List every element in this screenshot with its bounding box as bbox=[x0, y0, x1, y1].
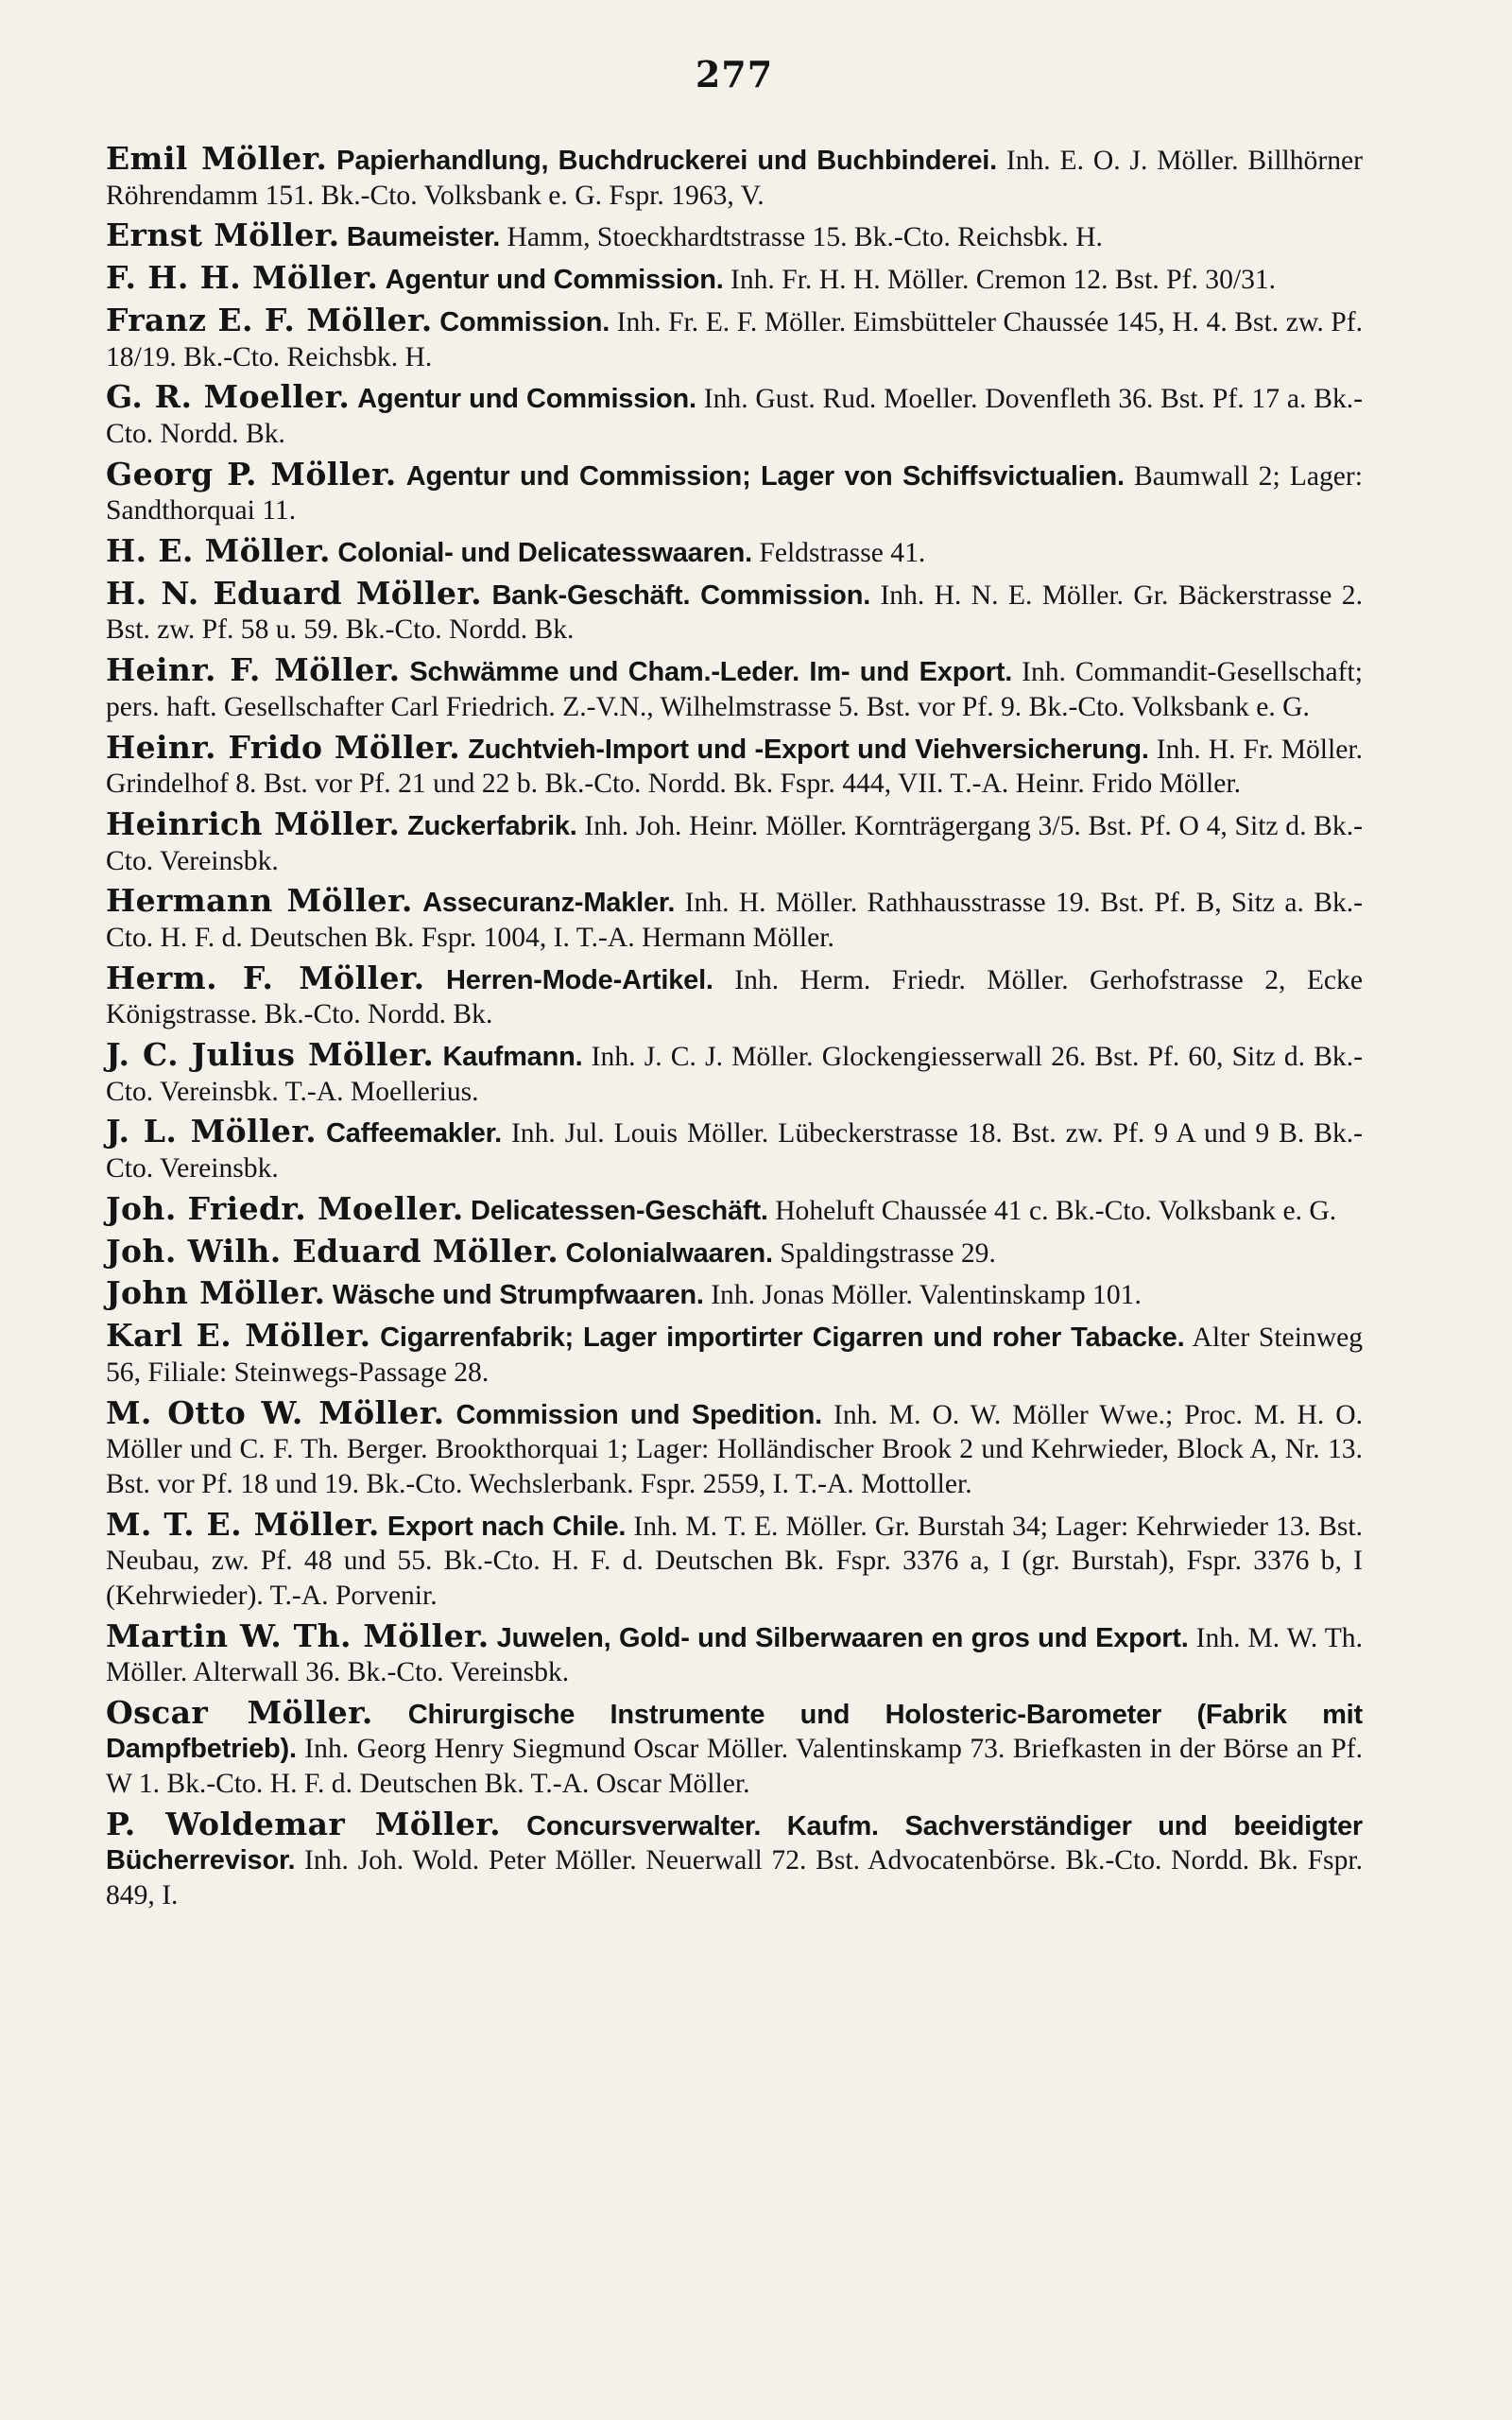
entry-business: Schwämme und Cham.-Leder. Im- und Export. bbox=[409, 657, 1013, 688]
directory-entry bbox=[106, 142, 1363, 213]
entry-business: Zuchtvieh-Import und -Export und Viehversicherung. bbox=[468, 734, 1149, 765]
entry-business: Assecuranz-Makler. bbox=[422, 888, 676, 919]
directory-entry bbox=[106, 534, 1363, 571]
entry-details: Alter Steinweg 56, Filiale: Steinwegs-Passage 28. bbox=[106, 1322, 1364, 1388]
entry-details: Inh. Jonas Möller. Valentinskamp 101. bbox=[711, 1280, 1142, 1311]
entry-details: Inh. M. T. E. Möller. Gr. Burstah 34; Lager: Kehrwieder 13. Bst. Neubau, zw. Pf. 48 und 55. Bk.-Cto. H. F. d. Deutschen Bk. Fspr. 3376 a, I (gr. Burstah), Fspr. 3376 b, I (Kehrwieder). T.-A. Porvenir. bbox=[106, 1511, 1364, 1611]
directory-entry bbox=[106, 1807, 1363, 1913]
directory-entry bbox=[106, 804, 1363, 878]
directory-entry bbox=[106, 1189, 1363, 1229]
directory-entry bbox=[106, 1505, 1364, 1614]
entry-details: Inh. E. O. J. Möller. Billhörner Röhrendamm 151. Bk.-Cto. Volksbank e. G. Fspr. 1963, V. bbox=[106, 146, 1363, 211]
entry-details: Inh. Commandit-Gesellschaft; pers. haft. Gesellschafter Carl Friedrich. Z.-V.N., Wilhelmstrasse 5. Bst. vor Pf. 9. Bk.-Cto. Volksbank e. G. bbox=[106, 657, 1363, 722]
entry-details: Inh. Fr. E. F. Möller. Eimsbütteler Chaussée 145, H. 4. Bst. zw. Pf. 18/19. Bk.-Cto. Reichsbk. H. bbox=[106, 306, 1364, 372]
entry-name: Herm. F. Möller. bbox=[106, 959, 425, 996]
entry-name: Oscar Möller. bbox=[106, 1693, 373, 1731]
entry-business: Bank-Geschäft. Commission. bbox=[491, 579, 871, 611]
directory-entry bbox=[106, 303, 1363, 374]
entry-name: Heinrich Möller. bbox=[106, 804, 401, 842]
directory-entry bbox=[106, 1038, 1363, 1109]
entry-name: H. N. Eduard Möller. bbox=[106, 574, 483, 612]
entry-business: Commission. bbox=[439, 306, 610, 337]
entry-details: Inh. Herm. Friedr. Möller. Gerhofstrasse 2, Ecke Königstrasse. Bk.-Cto. Nordd. Bk. bbox=[106, 964, 1363, 1030]
directory-entry bbox=[106, 961, 1363, 1032]
entry-business: Colonialwaaren. bbox=[565, 1237, 773, 1269]
entry-details: Hoheluft Chaussée 41 c. Bk.-Cto. Volksbank e. G. bbox=[775, 1195, 1337, 1226]
entry-business: Agentur und Commission. bbox=[357, 384, 696, 415]
entry-details: Inh. M. O. W. Möller Wwe.; Proc. M. H. O. Möller und C. F. Th. Berger. Brookthorquai 1; Lager: Holländischer Brook 2 und Kehrwieder, Block A, Nr. 13. Bst. vor Pf. 18 und 19. Bk.-Cto. Wechslerbank. Fspr. 2559, I. T.-A. Mottoller. bbox=[106, 1399, 1364, 1499]
entry-name: J. C. Julius Möller. bbox=[106, 1036, 435, 1074]
directory-entry bbox=[106, 1393, 1364, 1502]
directory-entry bbox=[106, 455, 1363, 528]
entry-details: Inh. Joh. Heinr. Möller. Kornträgergang 3/5. Bst. Pf. O 4, Sitz d. Bk.-Cto. Vereinsbk. bbox=[106, 810, 1363, 876]
entry-name: P. Woldemar Möller. bbox=[106, 1805, 502, 1842]
directory-entry bbox=[106, 1616, 1363, 1690]
directory-entry bbox=[106, 1115, 1363, 1185]
entry-details: Feldstrasse 41. bbox=[759, 538, 926, 569]
entry-business: Colonial- und Delicatesswaaren. bbox=[337, 538, 752, 569]
entry-name: John Möller. bbox=[106, 1274, 326, 1312]
entry-business: Export nach Chile. bbox=[387, 1511, 627, 1542]
entry-details: Inh. Georg Henry Siegmund Oscar Möller. Valentinskamp 73. Briefkasten in der Börse an Pf. W 1. Bk.-Cto. H. F. d. Deutschen Bk. T.-A. Oscar Möller. bbox=[106, 1734, 1363, 1800]
entry-business: Kaufmann. bbox=[442, 1042, 583, 1073]
entry-name: F. H. H. Möller. bbox=[106, 259, 379, 297]
entry-details: Inh. Joh. Wold. Peter Möller. Neuerwall 72. Bst. Advocatenbörse. Bk.-Cto. Nordd. Bk. Fspr. 849, I. bbox=[106, 1845, 1363, 1911]
entry-name: Franz E. F. Möller. bbox=[106, 301, 433, 338]
entry-name: H. E. Möller. bbox=[106, 532, 331, 570]
entry-name: Emil Möller. bbox=[106, 140, 328, 177]
entry-name: M. Otto W. Möller. bbox=[106, 1393, 445, 1431]
entry-business: Chirurgische Instrumente und Holosteric-Barometer (Fabrik mit Dampfbetrieb). bbox=[106, 1699, 1363, 1765]
entry-details: Inh. H. N. E. Möller. Gr. Bäckerstrasse 2. Bst. zw. Pf. 58 u. 59. Bk.-Cto. Nordd. Bk. bbox=[106, 579, 1363, 646]
page-number: 277 bbox=[695, 53, 774, 95]
entry-business: Baumeister. bbox=[346, 222, 501, 253]
entry-name: Heinr. F. Möller. bbox=[106, 651, 401, 689]
entry-business: Juwelen, Gold- und Silberwaaren en gros und Export. bbox=[496, 1622, 1189, 1653]
directory-entry bbox=[106, 1319, 1363, 1390]
entry-details: Inh. M. W. Th. Möller. Alterwall 36. Bk.-Cto. Vereinsbk. bbox=[106, 1622, 1363, 1688]
entry-business: Papierhandlung, Buchdruckerei und Buchbinderei. bbox=[336, 146, 998, 176]
entry-business: Commission und Spedition. bbox=[455, 1399, 823, 1430]
entry-business: Cigarrenfabrik; Lager importirter Cigarren und roher Tabacke. bbox=[380, 1322, 1185, 1354]
entry-details: Spaldingstrasse 29. bbox=[780, 1237, 996, 1269]
entry-details: Baumwall 2; Lager: Sandthorquai 11. bbox=[106, 460, 1363, 527]
entry-name: Hermann Möller. bbox=[106, 882, 413, 920]
directory-entry bbox=[106, 218, 1363, 255]
entry-name: Joh. Wilh. Eduard Möller. bbox=[106, 1232, 559, 1270]
entry-name: Heinr. Frido Möller. bbox=[106, 728, 461, 766]
directory-entry bbox=[106, 884, 1363, 955]
entry-business: Zuckerfabrik. bbox=[407, 810, 577, 841]
entry-name: Karl E. Möller. bbox=[106, 1317, 371, 1355]
entry-business: Concursverwalter. Kaufm. Sachverständiger und beeidigter Bücherrevisor. bbox=[106, 1810, 1363, 1876]
entry-name: G. R. Moeller. bbox=[106, 378, 351, 416]
directory-entry bbox=[106, 261, 1363, 298]
entry-details: Inh. Jul. Louis Möller. Lübeckerstrasse 18. Bst. zw. Pf. 9 A und 9 B. Bk.-Cto. Vereinsbk. bbox=[106, 1118, 1363, 1184]
entry-business: Agentur und Commission. bbox=[385, 265, 724, 296]
entry-name: Georg P. Möller. bbox=[106, 455, 397, 493]
entry-name: J. L. Möller. bbox=[106, 1113, 317, 1150]
entry-details: Inh. J. C. J. Möller. Glockengiesserwall 26. Bst. Pf. 60, Sitz d. Bk.-Cto. Vereinsbk. T.-A. Moellerius. bbox=[106, 1042, 1363, 1107]
entry-details: Hamm, Stoeckhardtstrasse 15. Bk.-Cto. Reichsbk. H. bbox=[507, 222, 1103, 253]
entry-name: Martin W. Th. Möller. bbox=[106, 1616, 490, 1654]
entry-business: Delicatessen-Geschäft. bbox=[471, 1195, 768, 1226]
entry-details: Inh. Fr. H. H. Möller. Cremon 12. Bst. Pf. 30/31. bbox=[730, 265, 1277, 296]
directory-entries bbox=[106, 142, 1363, 1913]
directory-entry bbox=[106, 728, 1363, 802]
entry-business: Herren-Mode-Artikel. bbox=[445, 964, 713, 995]
directory-entry bbox=[106, 380, 1363, 451]
directory-entry bbox=[106, 574, 1363, 648]
entry-business: Caffeemakler. bbox=[325, 1118, 502, 1150]
entry-details: Inh. Gust. Rud. Moeller. Dovenfleth 36. Bst. Pf. 17 a. Bk.-Cto. Nordd. Bk. bbox=[106, 384, 1363, 449]
entry-business: Wäsche und Strumpfwaaren. bbox=[332, 1280, 704, 1311]
directory-entry bbox=[106, 1693, 1363, 1802]
directory-entry bbox=[106, 1232, 1363, 1271]
directory-entry bbox=[106, 1276, 1363, 1313]
entry-name: Joh. Friedr. Moeller. bbox=[106, 1189, 464, 1227]
entry-details: Inh. H. Möller. Rathhausstrasse 19. Bst. Pf. B, Sitz a. Bk.-Cto. H. F. d. Deutschen Bk. Fspr. 1004, I. T.-A. Hermann Möller. bbox=[106, 888, 1364, 953]
entry-name: Ernst Möller. bbox=[106, 216, 340, 254]
entry-name: M. T. E. Möller. bbox=[106, 1505, 380, 1543]
entry-business: Agentur und Commission; Lager von Schiffsvictualien. bbox=[405, 460, 1125, 492]
entry-details: Inh. H. Fr. Möller. Grindelhof 8. Bst. vor Pf. 21 und 22 b. Bk.-Cto. Nordd. Bk. Fspr. 444, VII. T.-A. Heinr. Frido Möller. bbox=[106, 734, 1363, 800]
directory-entry bbox=[106, 653, 1363, 724]
